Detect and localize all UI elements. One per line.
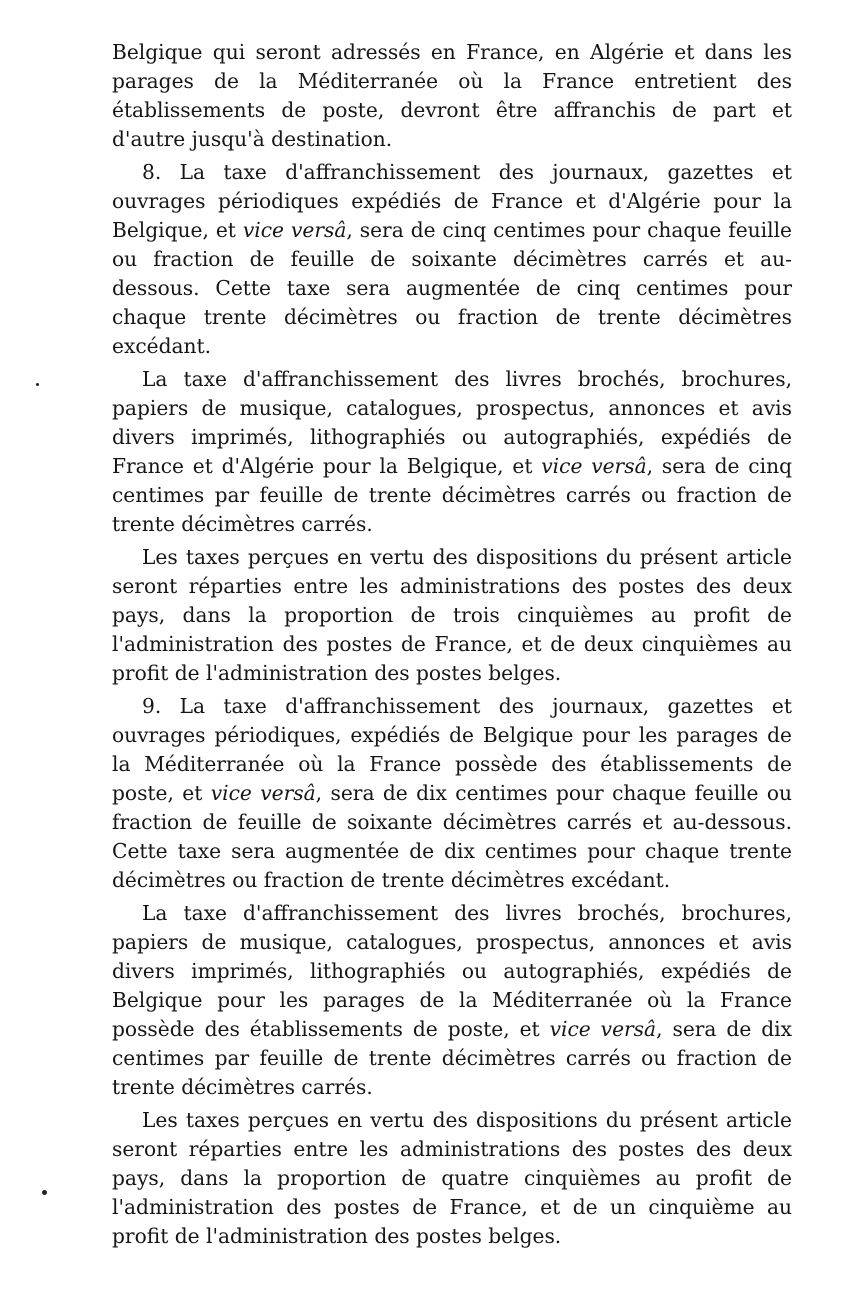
paragraph-text: , sera de dix centimes par feuille de trente décimètres carrés ou fraction de trente décimètres carrés. (112, 1017, 792, 1099)
paragraph-text: 8. La taxe d'affranchissement des journaux, gazettes et ouvrages périodiques expédiés de France et d'Algérie pour la Belgique, et (112, 160, 792, 242)
paragraph-text: 9. La taxe d'affranchissement des journaux, gazettes et ouvrages périodiques, expédiés de Belgique pour les parages de la Méditerranée où la France possède des établissements de poste, et (112, 694, 792, 805)
document-page (112, 38, 792, 1255)
paragraph-text: Les taxes perçues en vertu des dispositions du présent article seront réparties entre les administrations des postes des deux pays, dans la proportion de quatre cinquièmes au profit de l'administration des postes de France, et de un cinquième au profit de l'administration des postes belges. (112, 1108, 792, 1248)
paragraph-text: Belgique qui seront adressés en France, en Algérie et dans les parages de la Méditerranée où la France entretient des établissements de poste, devront être affranchis de part et d'autre jusqu'à destination. (112, 40, 792, 151)
latin-phrase: vice versâ (549, 1017, 657, 1041)
latin-phrase: vice versâ (541, 454, 647, 478)
paragraph-continuation (112, 38, 792, 154)
paragraph-text: , sera de cinq centimes pour chaque feuille ou fraction de feuille de soixante décimètres carrés et au-dessous. Cette taxe sera augmentée de cinq centimes pour chaque trente décimètres ou fraction de trente décimètres excédant. (112, 218, 792, 358)
paragraph-text: , sera de dix centimes pour chaque feuille ou fraction de feuille de soixante décimètres carrés et au-dessous. Cette taxe sera augmentée de dix centimes pour chaque trente décimètres ou fraction de trente décimètres excédant. (112, 781, 792, 892)
scan-speck (42, 1190, 47, 1195)
article-8-books-paragraph (112, 365, 792, 539)
paragraph-text: La taxe d'affranchissement des livres brochés, brochures, papiers de musique, catalogues, prospectus, annonces et avis divers imprimés, lithographiés ou autographiés, expédiés de Belgique pour les parages de la Méditerranée où la France possède des établissements de poste, et (112, 901, 792, 1041)
paragraph-text: , sera de cinq centimes par feuille de trente décimètres carrés ou fraction de trente décimètres carrés. (112, 454, 792, 536)
article-9-distribution-paragraph (112, 1106, 792, 1251)
article-8-distribution-paragraph (112, 543, 792, 688)
latin-phrase: vice versâ (210, 781, 316, 805)
paragraph-text: La taxe d'affranchissement des livres brochés, brochures, papiers de musique, catalogues, prospectus, annonces et avis divers imprimés, lithographiés ou autographiés, expédiés de France et d'Algérie pour la Belgique, et (112, 367, 792, 478)
article-9-paragraph (112, 692, 792, 895)
paragraph-text: Les taxes perçues en vertu des dispositions du présent article seront réparties entre les administrations des postes des deux pays, dans la proportion de trois cinquièmes au profit de l'administration des postes de France, et de deux cinquièmes au profit de l'administration des postes belges. (112, 545, 792, 685)
article-9-books-paragraph (112, 899, 792, 1102)
article-8-paragraph (112, 158, 792, 361)
latin-phrase: vice versâ (242, 218, 347, 242)
scan-speck (36, 383, 39, 386)
